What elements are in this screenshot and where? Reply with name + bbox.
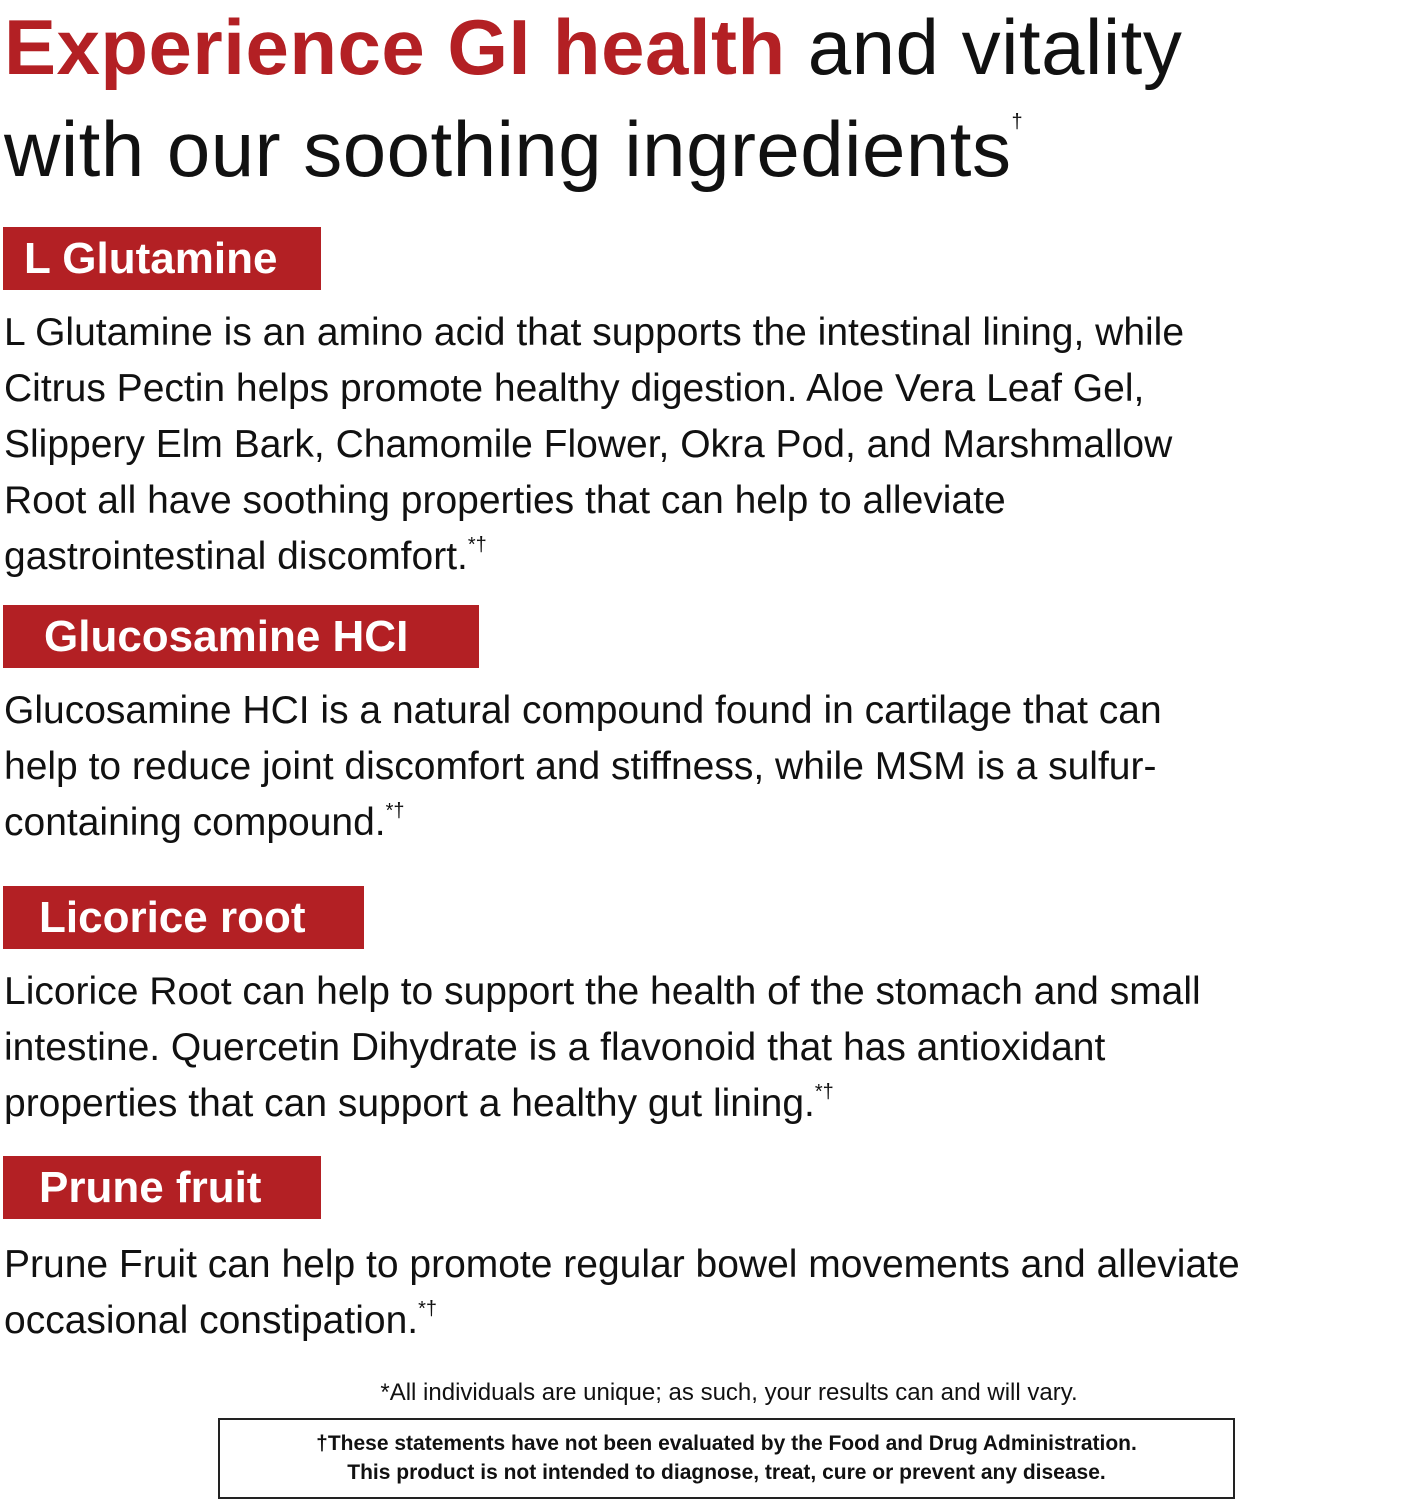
results-vary-footnote: *All individuals are unique; as such, your results can and will vary.	[380, 1379, 1078, 1406]
description-line: properties that can support a healthy gut lining.	[4, 1082, 815, 1125]
description-line: Licorice Root can help to support the health of the stomach and small	[4, 970, 1201, 1013]
headline-rest: and vitality	[785, 3, 1183, 91]
footnote-marker: *†	[418, 1298, 437, 1320]
description-line: intestine. Quercetin Dihydrate is a flavonoid that has antioxidant	[4, 1026, 1106, 1069]
ingredient-description-licorice-root	[4, 964, 1201, 1132]
description-line: Prune Fruit can help to promote regular bowel movements and alleviate	[4, 1243, 1240, 1286]
footnote-marker: *†	[385, 800, 405, 822]
footnote-marker: *†	[467, 534, 487, 556]
disclaimer-line-1: †These statements have not been evaluated by the Food and Drug Administration.	[316, 1432, 1137, 1455]
ingredient-description-glucosamine-hci	[4, 683, 1162, 851]
description-line: containing compound.	[4, 801, 386, 844]
headline-line2: with our soothing ingredients	[4, 105, 1012, 193]
description-line: Citrus Pectin helps promote healthy digestion. Aloe Vera Leaf Gel,	[4, 367, 1145, 410]
ingredient-tag-glucosamine-hci: Glucosamine HCI	[3, 605, 479, 668]
disclaimer-line-2: This product is not intended to diagnose, treat, cure or prevent any disease.	[347, 1461, 1106, 1484]
ingredient-description-l-glutamine	[4, 305, 1184, 585]
ingredient-tag-licorice-root: Licorice root	[3, 886, 364, 949]
headline-dagger: †	[1011, 111, 1024, 133]
description-line: Slippery Elm Bark, Chamomile Flower, Okra Pod, and Marshmallow	[4, 423, 1173, 466]
headline	[4, 0, 1404, 200]
description-line: L Glutamine is an amino acid that supports the intestinal lining, while	[4, 311, 1185, 354]
footnote-marker: *†	[814, 1081, 834, 1103]
description-line: help to reduce joint discomfort and stiffness, while MSM is a sulfur-	[4, 745, 1157, 788]
ingredient-tag-l-glutamine: L Glutamine	[3, 227, 321, 290]
description-line: occasional constipation.	[4, 1299, 419, 1342]
ingredient-tag-prune-fruit: Prune fruit	[3, 1156, 321, 1219]
fda-disclaimer-box	[218, 1418, 1235, 1499]
description-line: Root all have soothing properties that can help to alleviate	[4, 479, 1006, 522]
description-line: Glucosamine HCI is a natural compound found in cartilage that can	[4, 689, 1162, 732]
description-line: gastrointestinal discomfort.	[4, 535, 468, 578]
ingredient-description-prune-fruit	[4, 1237, 1240, 1349]
headline-accent: Experience GI health	[4, 3, 786, 91]
